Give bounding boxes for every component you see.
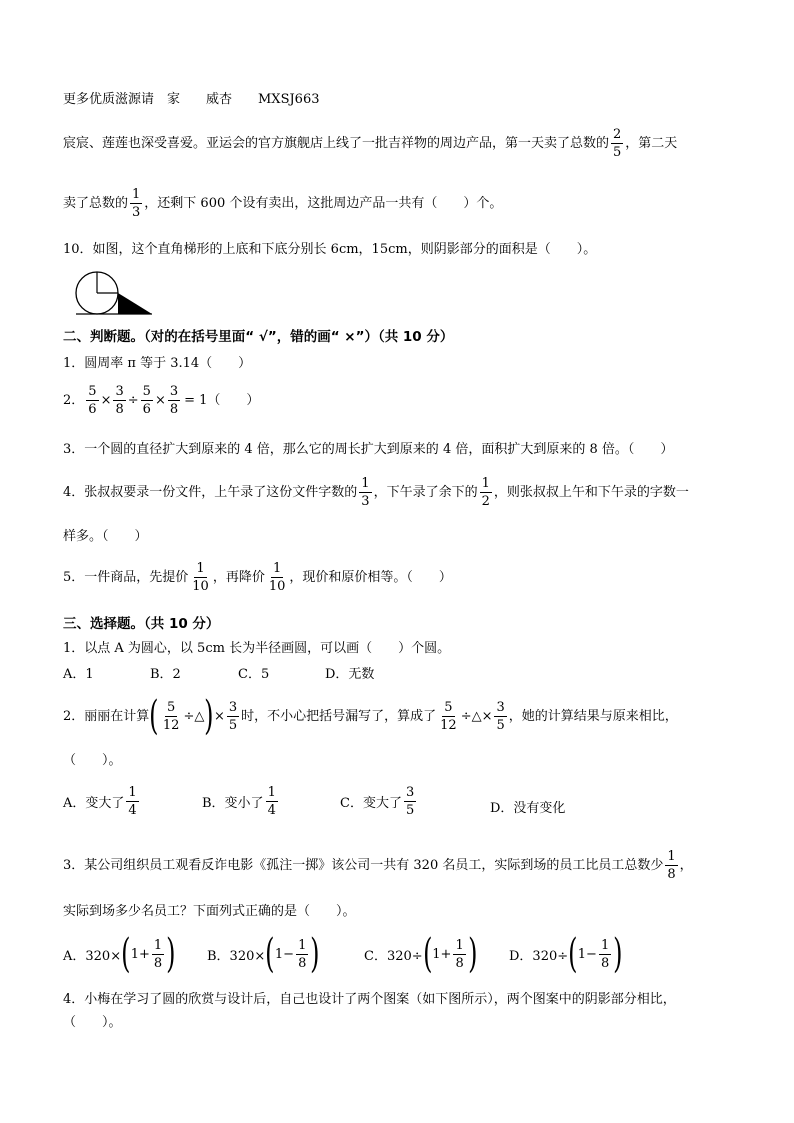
option-label: B．变小了 (202, 796, 264, 811)
fraction-1-8: $\frac{1}{8}$ (455, 937, 464, 971)
s3-q2-line1 (63, 693, 678, 739)
section2-title: 二、判断题。（对的在括号里面“ √”，错的画“ ×”）（共 10 分） (63, 329, 454, 345)
op-times: × (100, 393, 112, 408)
right-paren: ) (166, 931, 176, 977)
left-paren: ( (149, 693, 159, 739)
op-divide: ÷ (127, 393, 139, 408)
number-one: 1 (274, 946, 284, 962)
fraction-1-4: $\frac{1}{4}$ (267, 785, 276, 818)
s3-q1-option-c: C．5 (238, 667, 270, 682)
trapezoid-circle-figure (74, 268, 156, 318)
left-paren: ( (121, 931, 131, 977)
s2-q4-text-b: ，下午录了余下的 (373, 485, 478, 500)
s3-q1-option-d: D．无数 (325, 667, 375, 682)
fraction-3-8: $\frac{3}{8}$ (115, 384, 124, 417)
s2-q5-text-b: ，再降价 (212, 570, 265, 585)
s2-q5-text-c: ，现价和原价相等。（ ） (289, 570, 452, 585)
s2-q2-num: 2． (63, 393, 85, 408)
op-minus: − (283, 946, 295, 962)
s2-q3: 3．一个圆的直径扩大到原来的 4 倍，那么它的周长扩大到原来的 4 倍，面积扩大到原来的 8 倍。（ ） (63, 442, 674, 457)
s2-q4-line1 (63, 477, 689, 508)
s2-q4-line2: 样多。（ ） (63, 529, 148, 544)
s3-q2-option-c (340, 786, 418, 817)
option-label: C．320÷ (364, 948, 423, 964)
fraction-3-5: $\frac{3}{5}$ (496, 699, 505, 733)
s3-q2-option-d (490, 797, 565, 816)
s3-q3-option-a (63, 931, 176, 977)
s3-q3-option-b (207, 931, 320, 977)
fraction-1-8: $\frac{1}{8}$ (600, 937, 610, 971)
s3-q1: 1．以点 A 为圆心，以 5cm 长为半径画圆，可以画（ ）个圆。 (63, 641, 451, 656)
s3-q2-line2: （ ）。 (63, 753, 122, 768)
fraction-3-8: $\frac{3}{8}$ (169, 384, 179, 417)
q10-text: 10．如图，这个直角梯形的上底和下底分别长 6cm，15cm，则阴影部分的面积是（ ）。 (63, 242, 597, 257)
s2-q5-text-a: 5．一件商品，先提价 (63, 570, 189, 585)
q9-text-c: 卖了总数的 (63, 196, 129, 211)
s2-q4-text-a: 4．张叔叔要录一份文件，上午录了这份文件字数的 (63, 485, 358, 500)
fraction-1-10: $\frac{1}{10}$ (268, 561, 286, 594)
fraction-5-12: $\frac{5}{12}$ (440, 699, 457, 733)
s3-q2-text-a: 2．丽丽在计算 (63, 708, 150, 724)
op-times: × (213, 708, 225, 724)
fraction-1-4: $\frac{1}{4}$ (128, 785, 137, 818)
s3-q3-text-b: ， (679, 858, 693, 873)
s2-q2 (63, 385, 259, 416)
left-paren: ( (568, 931, 578, 977)
number-one: 1 (577, 946, 587, 962)
fraction-1-8: $\frac{1}{8}$ (298, 937, 307, 971)
s3-q3-line1 (63, 850, 693, 881)
fraction-1-8: $\frac{1}{8}$ (153, 937, 163, 971)
op-plus: + (139, 946, 150, 962)
right-paren: ) (204, 693, 214, 739)
fraction-1-10: $\frac{1}{10}$ (192, 561, 209, 594)
q9-line2 (63, 188, 502, 219)
fraction-5-6: $\frac{5}{6}$ (142, 384, 151, 417)
fraction-2-5: $\frac{2}{5}$ (613, 127, 622, 160)
q9-text-a: 宸宸、莲莲也深受喜爱。亚运会的官方旗舰店上线了一批吉祥物的周边产品，第一天卖了总数的 (63, 136, 610, 151)
q9-text-d: ，还剩下 600 个设有卖出，这批周边产品一共有（ ）个。 (144, 196, 503, 211)
op-divide-triangle: ÷△ (183, 708, 205, 724)
op-divide-triangle-times: ÷△× (460, 708, 493, 724)
fraction-1-8: $\frac{1}{8}$ (667, 849, 676, 882)
s3-q2-text-c: ，她的计算结果与原来相比， (508, 708, 678, 724)
s3-q2-option-a (63, 786, 141, 817)
right-paren: ) (467, 931, 478, 977)
s3-q4-line1: 4．小梅在学习了圆的欣赏与设计后，自己也设计了两个图案（如下图所示），两个图案中的阴影部分相比， (63, 992, 676, 1007)
option-label: A．320× (63, 948, 122, 964)
option-label: D．320÷ (509, 948, 569, 964)
left-paren: ( (422, 931, 433, 977)
number-one: 1 (130, 946, 139, 962)
s2-q1: 1．圆周率 π 等于 3.14（ ） (63, 356, 252, 371)
fraction-3-5: $\frac{3}{5}$ (405, 785, 415, 818)
op-minus: − (586, 946, 597, 962)
right-paren: ) (613, 931, 623, 977)
s3-q1-option-b: B．2 (150, 667, 181, 682)
q9-text-b: ，第二天 (625, 136, 678, 151)
fraction-1-3: $\frac{1}{3}$ (361, 476, 370, 509)
number-one: 1 (432, 946, 441, 962)
fraction-3-5: $\frac{3}{5}$ (228, 699, 238, 733)
s2-q2-post: = 1（ ） (184, 393, 260, 408)
s3-q4-line2: （ ）。 (63, 1015, 122, 1030)
s3-q1-option-a: A．1 (63, 667, 94, 682)
op-times: × (154, 393, 166, 408)
option-label: C．变大了 (340, 796, 402, 811)
option-label: A．变大了 (63, 796, 125, 811)
fraction-5-6: $\frac{5}{6}$ (88, 384, 97, 417)
s3-q3-line2: 实际到场多少名员工？下面列式正确的是（ ）。 (63, 904, 356, 919)
fraction-1-2: $\frac{1}{2}$ (481, 476, 490, 509)
s3-q2-text-b: 时，不小心把括号漏写了，算成了 (241, 708, 437, 724)
fraction-5-12: $\frac{5}{12}$ (162, 699, 180, 733)
s2-q5 (63, 562, 452, 593)
s2-q4-text-c: ，则张叔叔上午和下午录的字数一 (493, 485, 689, 500)
header-note: 更多优质滋源请 家 威杏 MXSJ663 (63, 92, 320, 107)
s3-q3-text-a: 3．某公司组织员工观看反诈电影《孤注一掷》该公司一共有 320 名员工，实际到场的员工比员工总数少 (63, 858, 664, 873)
s3-q3-option-d (509, 931, 623, 977)
shaded-triangle (118, 293, 152, 314)
section3-title: 三、选择题。（共 10 分） (63, 616, 220, 632)
left-paren: ( (265, 931, 275, 977)
right-paren: ) (310, 931, 320, 977)
option-label: B．320× (207, 948, 266, 964)
s3-q2-option-b (202, 786, 280, 817)
s3-q3-option-c (364, 931, 478, 977)
option-label: D．没有变化 (490, 801, 566, 816)
op-plus: + (440, 946, 452, 962)
q9-line1 (63, 128, 677, 159)
fraction-1-3: $\frac{1}{3}$ (132, 187, 141, 220)
